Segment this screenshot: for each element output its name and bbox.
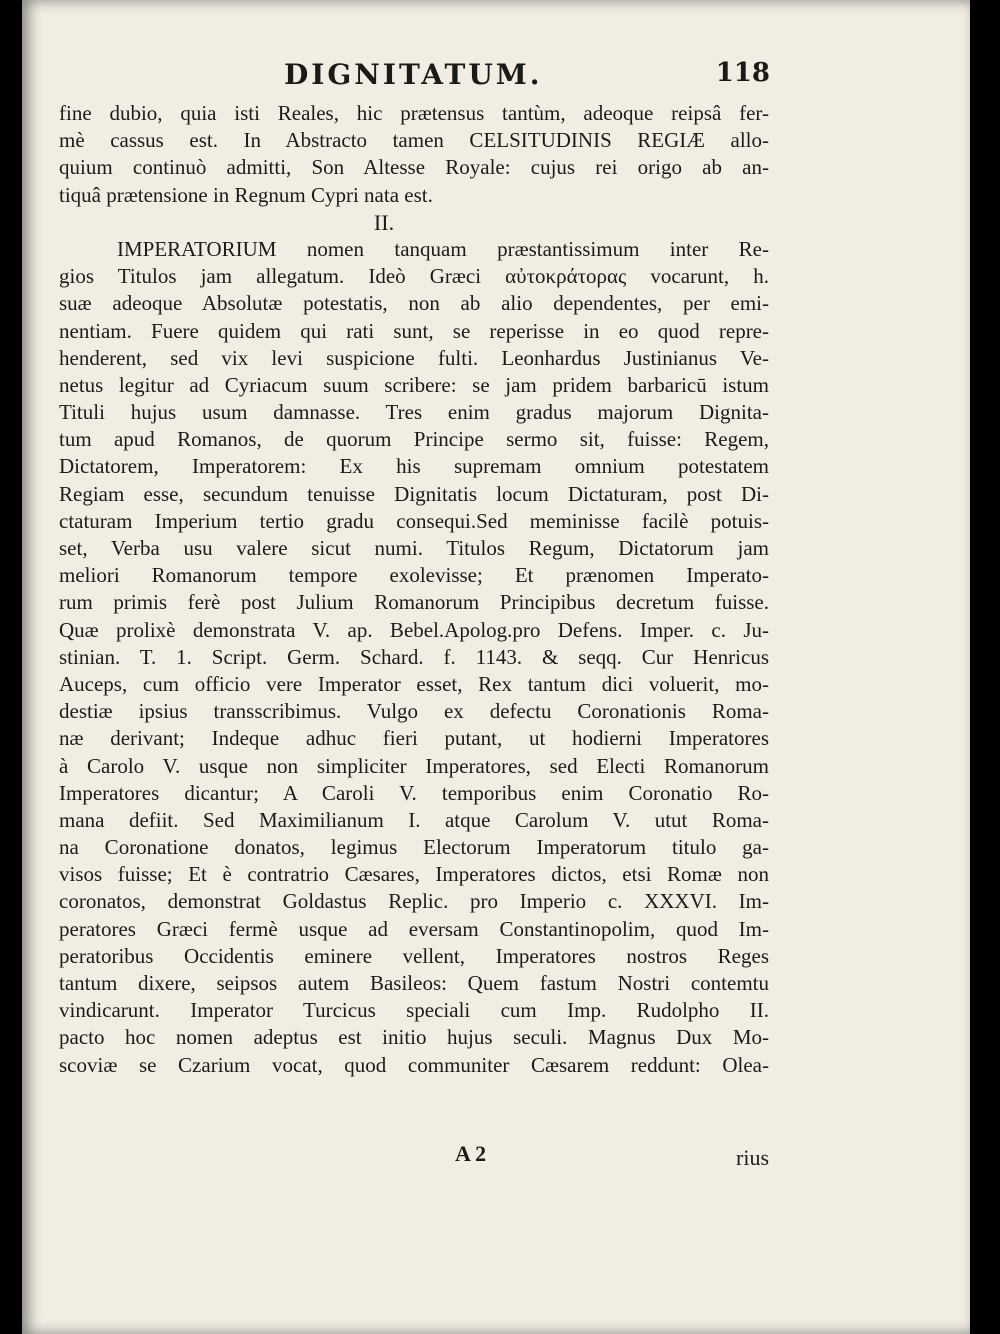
text-line: Regiam esse, secundum tenuisse Dignitatis locum Dictaturam, post Di-	[59, 481, 769, 506]
text-line: visos fuisse; Et è contratrio Cæsares, Imperatores dictos, etsi Romæ non	[59, 862, 769, 887]
text-line: fine dubio, quia isti Reales, hic prætensus tantùm, adeoque reipsâ fer-	[59, 101, 769, 125]
page-number: 118	[715, 58, 770, 88]
text-line: set, Verba usu valere sicut numi. Titulos Regum, Dictatorum jam	[59, 536, 769, 560]
text-line: nentiam. Fuere quidem qui rati sunt, se reperisse in eo quod repre-	[59, 318, 769, 343]
text-line: næ derivant; Indeque adhuc fieri putant, ut hodierni Imperatores	[59, 726, 769, 751]
text-line: stinian. T. 1. Script. Germ. Schard. f. 1143. & seqq. Cur Henricus	[59, 644, 769, 669]
text-line: rum primis ferè post Julium Romanorum Principibus decretum fuisse.	[59, 590, 769, 615]
text-line: henderent, sed vix levi suspicione fulti. Leonhardus Justinianus Ve-	[59, 345, 769, 370]
book-page	[22, 0, 970, 1334]
page-footer	[59, 1141, 769, 1171]
text-line: suæ adeoque Absolutæ potestatis, non ab alio dependentes, per emi-	[59, 291, 769, 316]
text-line: coronatos, demonstrat Goldastus Replic. pro Imperio c. XXXVI. Im-	[59, 889, 769, 914]
section-number: II.	[373, 209, 395, 235]
text-line: tum apud Romanos, de quorum Principe sermo sit, fuisse: Regem,	[59, 427, 769, 452]
text-line: na Coronatione donatos, legimus Electorum Imperatorum titulo ga-	[59, 835, 769, 860]
text-line: mana defiit. Sed Maximilianum I. atque Carolum V. utut Roma-	[59, 807, 769, 832]
body-text	[59, 100, 769, 1079]
running-title: DIGNITATUM.	[284, 58, 543, 91]
signature-mark: A 2	[455, 1141, 487, 1166]
text-line: à Carolo V. usque non simpliciter Imperatores, sed Electi Romanorum	[59, 753, 769, 778]
text-line: ctaturam Imperium tertio gradu consequi.Sed meminisse facilè potuis-	[59, 508, 769, 533]
text-line: tantum dixere, seipsos autem Basileos: Quem fastum Nostri contemtu	[59, 971, 769, 995]
catchword: rius	[736, 1145, 769, 1170]
text-line: netus legitur ad Cyriacum suum scribere: se jam pridem barbaricū istum	[59, 372, 769, 397]
text-line: IMPERATORIUM nomen tanquam præstantissimum inter Re-	[117, 236, 769, 261]
text-line: gios Titulos jam allegatum. Ideò Græci αὐτοκράτορας vocarunt, h.	[59, 264, 769, 289]
text-line: tiquâ prætensione in Regnum Cypri nata est.	[59, 182, 433, 207]
text-line: pacto hoc nomen adeptus est initio hujus seculi. Magnus Dux Mo-	[59, 1025, 769, 1050]
text-line: quium continuò admitti, Son Altesse Royale: cujus rei origo ab an-	[59, 155, 769, 180]
text-line: mè cassus est. In Abstracto tamen CELSITUDINIS REGIÆ allo-	[59, 128, 769, 153]
text-line: Imperatores dicantur; A Caroli V. temporibus enim Coronatio Ro-	[59, 780, 769, 805]
text-line: meliori Romanorum tempore exolevisse; Et prænomen Imperato-	[59, 563, 769, 588]
text-line: peratoribus Occidentis eminere vellent, Imperatores nostros Reges	[59, 943, 769, 968]
text-line: peratores Græci fermè usque ad eversam Constantinopolim, quod Im-	[59, 916, 769, 941]
text-line: Tituli hujus usum damnasse. Tres enim gradus majorum Dignita-	[59, 400, 769, 425]
text-line: vindicarunt. Imperator Turcicus speciali cum Imp. Rudolpho II.	[59, 998, 769, 1023]
text-line: Dictatorem, Imperatorem: Ex his supremam omnium potestatem	[59, 454, 769, 479]
text-line: Auceps, cum officio vere Imperator esset, Rex tantum dici voluerit, mo-	[59, 671, 769, 696]
text-line: destiæ ipsius transscribimus. Vulgo ex defectu Coronationis Roma-	[59, 699, 769, 724]
text-line: scoviæ se Czarium vocat, quod communiter Cæsarem reddunt: Olea-	[59, 1052, 769, 1077]
running-head	[22, 58, 970, 98]
text-line: Quæ prolixè demonstrata V. ap. Bebel.Apolog.pro Defens. Imper. c. Ju-	[59, 617, 769, 642]
